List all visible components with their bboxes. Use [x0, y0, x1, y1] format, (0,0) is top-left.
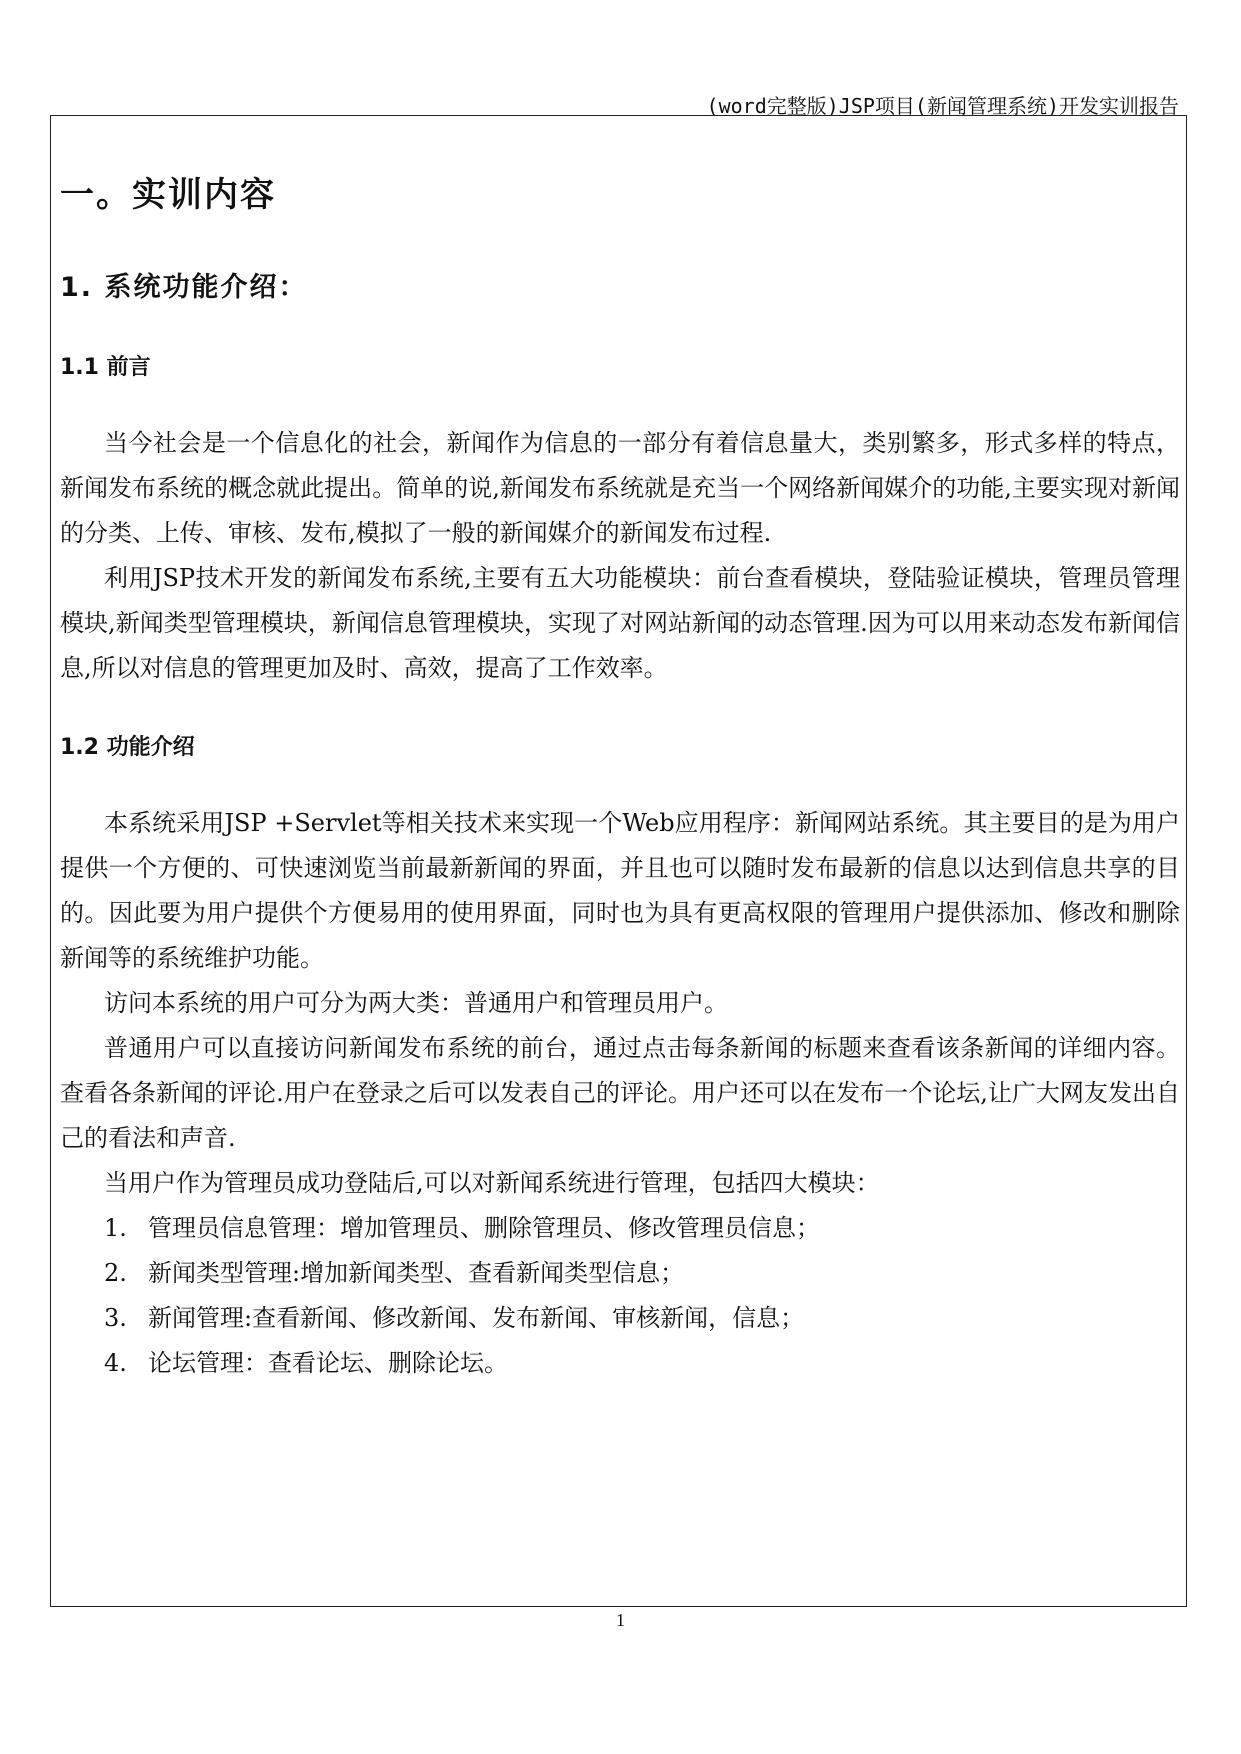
list-item: [60, 1251, 1180, 1296]
module-list: [60, 1206, 1180, 1386]
paragraph: 当今社会是一个信息化的社会，新闻作为信息的一部分有着信息量大，类别繁多，形式多样的特点，新闻发布系统的概念就此提出。简单的说,新闻发布系统就是充当一个网络新闻媒介的功能,主要实现对新闻的分类、上传、审核、发布,模拟了一般的新闻媒介的新闻发布过程.: [60, 429, 1180, 547]
list-item: [60, 1341, 1180, 1386]
paragraph: 普通用户可以直接访问新闻发布系统的前台，通过点击每条新闻的标题来查看该条新闻的详细内容。查看各条新闻的评论.用户在登录之后可以发表自己的评论。用户还可以在发布一个论坛,让广大网友发出自己的看法和声音.: [60, 1034, 1180, 1152]
list-number: 1.: [104, 1214, 127, 1242]
running-header: (word完整版)JSP项目(新闻管理系统)开发实训报告: [706, 94, 1179, 118]
section-title: 一。实训内容: [60, 175, 276, 215]
list-number: 4.: [104, 1349, 127, 1377]
paragraph: 利用JSP技术开发的新闻发布系统,主要有五大功能模块：前台查看模块，登陆验证模块，管理员管理模块,新闻类型管理模块，新闻信息管理模块，实现了对网站新闻的动态管理.因为可以用来动态发布新闻信息,所以对信息的管理更加及时、高效，提高了工作效率。: [60, 564, 1180, 682]
list-item: [60, 1296, 1180, 1341]
list-text: 管理员信息管理：增加管理员、删除管理员、修改管理员信息；: [148, 1214, 820, 1242]
list-text: 新闻类型管理:增加新闻类型、查看新闻类型信息；: [148, 1259, 685, 1287]
paragraph: 访问本系统的用户可分为两大类：普通用户和管理员用户。: [104, 989, 728, 1017]
preface-heading: 1.1 前言: [60, 355, 151, 380]
paragraph: 本系统采用JSP +Servlet等相关技术来实现一个Web应用程序：新闻网站系统。其主要目的是为用户提供一个方便的、可快速浏览当前最新新闻的界面，并且也可以随时发布最新的信息以达到信息共享的目的。因此要为用户提供个方便易用的使用界面，同时也为具有更高权限的管理用户提供添加、修改和删除新闻等的系统维护功能。: [60, 809, 1180, 972]
paragraph: 当用户作为管理员成功登陆后,可以对新闻系统进行管理，包括四大模块：: [104, 1169, 880, 1197]
features-heading: 1.2 功能介绍: [60, 735, 195, 760]
list-item: [60, 1206, 1180, 1251]
list-number: 3.: [104, 1304, 127, 1332]
list-number: 2.: [104, 1259, 127, 1287]
document-body: [60, 165, 1180, 1386]
preface-body: [60, 421, 1180, 691]
subsection-title: 1. 系统功能介绍：: [60, 272, 308, 303]
list-text: 新闻管理:查看新闻、修改新闻、发布新闻、审核新闻，信息；: [148, 1304, 805, 1332]
features-body: [60, 801, 1180, 1386]
page-number: 1: [616, 1610, 625, 1630]
list-text: 论坛管理：查看论坛、删除论坛。: [148, 1349, 508, 1377]
